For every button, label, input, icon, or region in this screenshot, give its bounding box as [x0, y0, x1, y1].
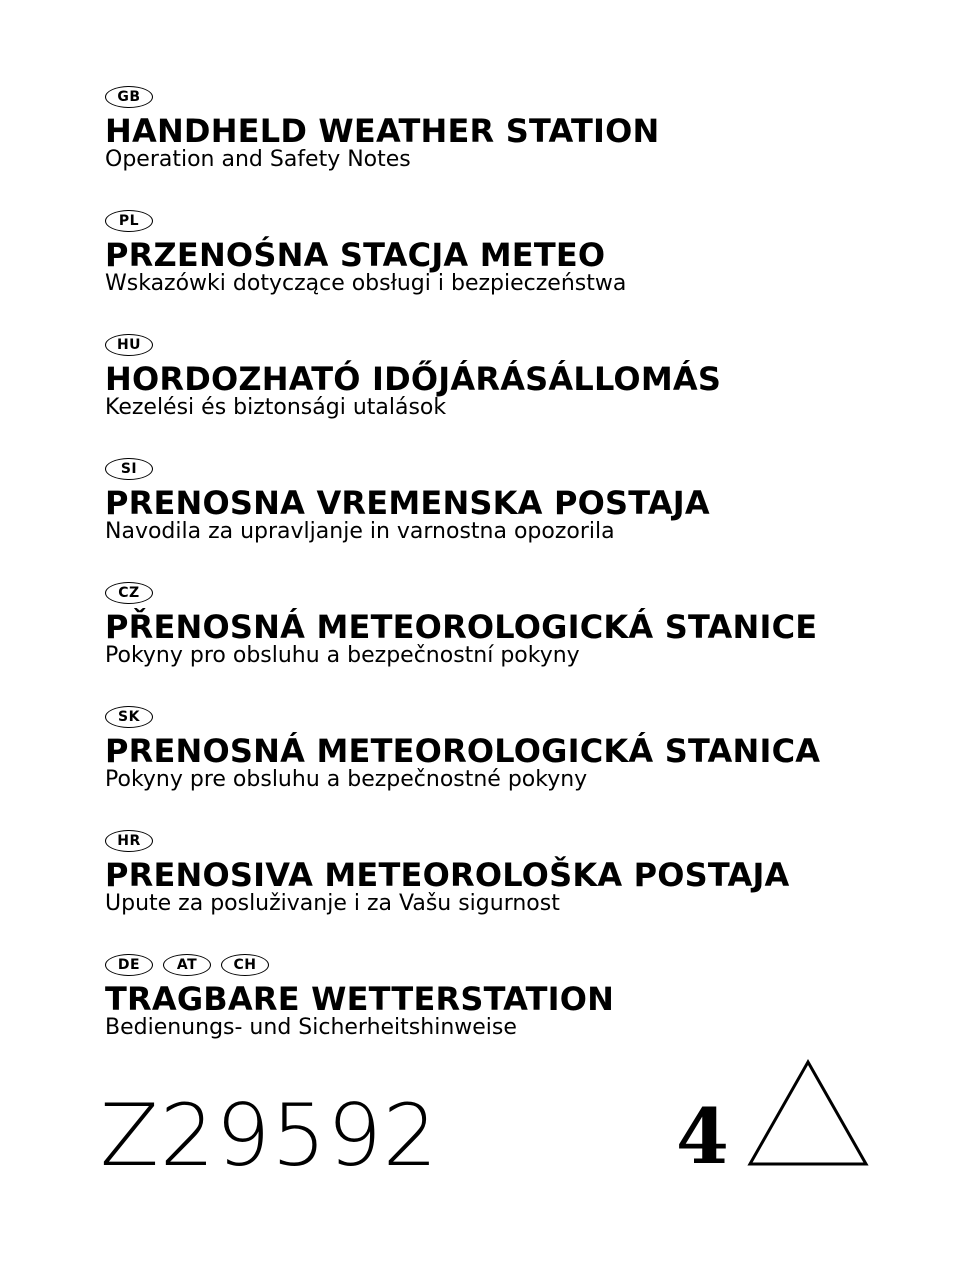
section-subtitle: Wskazówki dotyczące obsługi i bezpieczeństwa: [105, 271, 627, 296]
language-badge: DE: [105, 954, 153, 976]
language-section-sk: [105, 706, 820, 793]
language-section-hu: [105, 334, 721, 421]
language-badges: [105, 210, 626, 236]
language-badges: [105, 954, 614, 980]
language-section-cz: [105, 582, 817, 669]
language-badge: GB: [105, 86, 153, 108]
language-badges: [105, 706, 820, 732]
language-section-gb: [105, 86, 660, 173]
section-title: PRZENOŚNA STACJA METEO: [105, 236, 606, 274]
warning-triangle-icon: [746, 1058, 870, 1168]
section-subtitle: Bedienungs- und Sicherheitshinweise: [105, 1015, 517, 1040]
language-badge: HR: [105, 830, 153, 852]
model-number: Z29592: [100, 1086, 439, 1186]
language-badges: [105, 334, 721, 360]
section-title: PŘENOSNÁ METEOROLOGICKÁ STANICE: [105, 608, 818, 646]
language-badge: SK: [105, 706, 153, 728]
language-section-de-at-ch: [105, 954, 614, 1041]
language-badge: PL: [105, 210, 153, 232]
section-subtitle: Operation and Safety Notes: [105, 147, 411, 172]
section-title: HANDHELD WEATHER STATION: [105, 112, 660, 150]
section-title: PRENOSNA VREMENSKA POSTAJA: [105, 484, 710, 522]
language-badges: [105, 86, 660, 112]
language-section-hr: [105, 830, 790, 917]
language-badges: [105, 582, 817, 608]
section-title: TRAGBARE WETTERSTATION: [105, 980, 615, 1018]
language-badge: HU: [105, 334, 153, 356]
section-title: PRENOSIVA METEOROLOŠKA POSTAJA: [105, 856, 790, 894]
section-subtitle: Pokyny pre obsluhu a bezpečnostné pokyny: [105, 767, 588, 792]
section-title: HORDOZHATÓ IDŐJÁRÁSÁLLOMÁS: [105, 360, 722, 398]
section-title: PRENOSNÁ METEOROLOGICKÁ STANICA: [105, 732, 821, 770]
language-badges: [105, 458, 710, 484]
language-section-pl: [105, 210, 626, 297]
language-badge: AT: [163, 954, 211, 976]
language-badges: [105, 830, 790, 856]
language-section-si: [105, 458, 710, 545]
language-badge: CH: [221, 954, 269, 976]
language-badge: CZ: [105, 582, 153, 604]
section-subtitle: Kezelési és biztonsági utalások: [105, 395, 447, 420]
section-subtitle: Pokyny pro obsluhu a bezpečnostní pokyny: [105, 643, 580, 668]
section-subtitle: Upute za posluživanje i za Vašu sigurnost: [105, 891, 560, 916]
language-badge: SI: [105, 458, 153, 480]
warning-number: 4: [676, 1092, 729, 1181]
section-subtitle: Navodila za upravljanje in varnostna opozorila: [105, 519, 615, 544]
